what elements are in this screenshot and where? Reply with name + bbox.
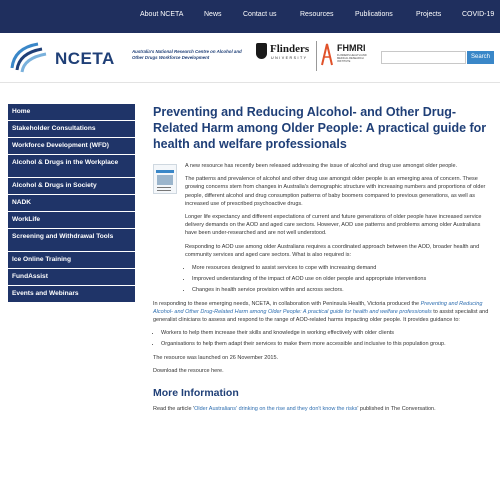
download-link[interactable]: Download the resource here. — [153, 367, 224, 374]
sidebar-item-fundassist[interactable]: FundAssist — [8, 269, 135, 286]
nav-covid[interactable]: COVID-19 — [462, 11, 495, 18]
list-item: • Improved understanding of the impact of AOD use on older people and appropriate interventions — [192, 275, 490, 283]
nav-resources[interactable]: Resources — [300, 11, 334, 18]
site-header — [0, 33, 500, 83]
sidebar-item-events[interactable]: Events and Webinars — [8, 286, 135, 303]
resource-title-link[interactable]: Preventing and Reducing Alcohol- and Other Drug-Related Harm among Older People: A practical guide for health and welfare professionals — [153, 300, 483, 315]
nav-news[interactable]: News — [204, 11, 222, 18]
requirements-list — [192, 264, 490, 295]
fhmri-sub: FLINDERS HEALTH AND MEDICAL RESEARCH INSTITUTE — [337, 54, 367, 64]
nceta-logo-text[interactable]: NCETA — [55, 49, 115, 68]
flinders-sub: UNIVERSITY — [271, 56, 308, 60]
paragraph-text: ' published in The Conversation. — [357, 406, 436, 413]
cover-band — [156, 170, 174, 173]
paragraph-concern: The patterns and prevalence of alcohol and other drug use amongst older people is an emerging area of concern. These growing concerns stem from changes in Australia's demographic structure with increasing numbers and proportions of older people, different alcohol and drug consumption patterns of baby boomers compared to previous generations, as well as increased use of prescribed psychoactive drugs. — [185, 176, 486, 207]
paragraph-coordinated: Responding to AOD use among older Australians requires a coordinated approach between the AOD, broader health and community services and aged care sectors. What is also required is: — [185, 243, 480, 258]
sidebar-item-workforce-development[interactable]: Workforce Development (WFD) — [8, 138, 135, 155]
intro-section — [153, 162, 490, 295]
paragraph-text: Read the article ' — [153, 406, 195, 413]
more-information-heading: More Information — [153, 387, 239, 400]
sidebar-item-ice-training[interactable]: Ice Online Training — [8, 252, 135, 269]
resource-cover-thumbnail[interactable] — [153, 164, 177, 194]
paragraph-text: In responding to these emerging needs, NCETA, in collaboration with Peninsula Health, Victoria produced the — [153, 300, 421, 307]
list-item: • More resources designed to assist services to cope with increasing demand — [192, 264, 490, 272]
fhmri-name[interactable]: FHMRI — [337, 43, 366, 53]
search-button[interactable]: Search — [467, 51, 494, 64]
list-item: • Changes in health service provision within and across sectors. — [192, 286, 490, 294]
intro-paragraph: A new resource has recently been released addressing the issue of alcohol and drug use amongst older people. — [185, 163, 458, 169]
list-item: • Organisations to help them adapt their services to make them more accessible and inclusive to this population group. — [161, 340, 490, 348]
top-navigation — [0, 0, 500, 33]
nav-about[interactable]: About NCETA — [140, 11, 184, 18]
search-input[interactable] — [381, 51, 466, 64]
page-title: Preventing and Reducing Alcohol- and Other Drug-Related Harm among Older People: A practical guide for health and welfare professionals — [153, 105, 487, 151]
guidance-list — [161, 329, 490, 348]
more-information-text — [153, 405, 490, 413]
cover-image — [157, 175, 173, 185]
cover-line — [157, 190, 171, 191]
launch-date: The resource was launched on 26 November 2015. — [153, 354, 279, 361]
sidebar-item-workplace[interactable]: Alcohol & Drugs in the Workplace — [8, 155, 135, 178]
sidebar-item-worklife[interactable]: WorkLife — [8, 212, 135, 229]
flinders-logo[interactable] — [256, 43, 312, 71]
sidebar-item-screening-tools[interactable]: Screening and Withdrawal Tools — [8, 229, 135, 252]
paragraph-life-expectancy: Longer life expectancy and different expectations of current and future generations of older people have increased service delivery demands on the AOD and aged care sectors. However, AOD use patterns and problems among older Australians have been under-researched and are not well understood. — [185, 214, 482, 237]
sidebar-item-society[interactable]: Alcohol & Drugs in Society — [8, 178, 135, 195]
sidebar-item-nadk[interactable]: NADK — [8, 195, 135, 212]
list-item: • Workers to help them increase their skills and knowledge in working effectively with older clients — [161, 329, 490, 337]
sidebar-item-home[interactable]: Home — [8, 104, 135, 121]
nav-publications[interactable]: Publications — [355, 11, 393, 18]
flinders-crest-icon — [256, 43, 267, 59]
paragraph-responding — [153, 300, 490, 325]
article-link[interactable]: Older Australians' drinking on the rise and they don't know the risks — [194, 406, 358, 413]
site-tagline: Australia's National Research Centre on Alcohol and Other Drugs Workforce Development — [132, 49, 242, 60]
flinders-name: Flinders — [270, 43, 310, 55]
cover-line — [157, 187, 171, 188]
paragraph-text: to assist specialist and generalist clinicians to assess and respond to the range of AOD-related harms impacting older people. It provides guidance to: — [153, 308, 489, 324]
sidebar-item-stakeholder-consultations[interactable]: Stakeholder Consultations — [8, 121, 135, 138]
sidebar-menu — [8, 104, 135, 303]
nav-contact[interactable]: Contact us — [243, 11, 277, 18]
nceta-logo-icon[interactable] — [8, 40, 50, 74]
main-content — [153, 104, 490, 418]
nav-projects[interactable]: Projects — [416, 11, 442, 18]
fhmri-logo-icon — [319, 41, 335, 67]
logo-divider — [316, 41, 317, 71]
